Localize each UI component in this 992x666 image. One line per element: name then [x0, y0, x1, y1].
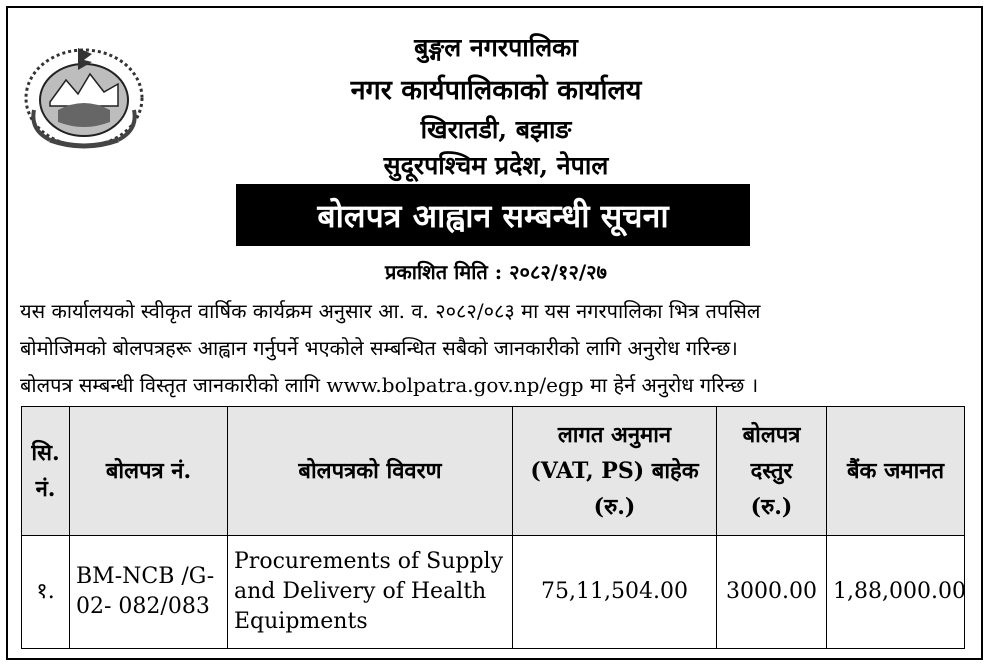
cell-bid-fee: 3000.00 [717, 536, 827, 649]
published-date: प्रकाशित मिति : २०८२/१२/२७ [385, 260, 607, 284]
header-bid-description: बोलपत्रको विवरण [228, 407, 513, 536]
tender-table [21, 406, 965, 649]
notice-line-2: बोमोजिमको बोलपत्रहरू आह्वान गर्नुपर्ने भएकोले सम्बन्धित सबैको जानकारीको लागि अनुरोध गरिन्छ। [20, 336, 738, 360]
table-row [22, 536, 965, 649]
header-cost-estimate: लागत अनुमान (VAT, PS) बाहेक (रु.) [513, 407, 717, 536]
notice-title: बोलपत्र आह्वान सम्बन्धी सूचना [317, 196, 669, 235]
office-name: नगर कार्यपालिकाको कार्यालय [350, 75, 642, 106]
office-location: खिरातडी, बझाङ [420, 115, 572, 144]
municipality-name: बुङ्गल नगरपालिका [414, 33, 578, 62]
notice-line-3: बोलपत्र सम्बन्धी विस्तृत जानकारीको लागि www.bolpatra.gov.np/egp मा हेर्न अनुरोध गरिन्छ । [20, 373, 759, 397]
table-header-row [22, 407, 965, 536]
header-bid-fee: बोलपत्र दस्तुर (रु.) [717, 407, 827, 536]
header-serial-number: सि. नं. [22, 407, 70, 536]
province-country: सुदूरपश्चिम प्रदेश, नेपाल [383, 151, 609, 180]
cell-bank-guarantee: 1,88,000.00 [827, 536, 965, 649]
header-bid-number: बोलपत्र नं. [70, 407, 228, 536]
header-bank-guarantee: बैंक जमानत [827, 407, 965, 536]
notice-line-1: यस कार्यालयको स्वीकृत वार्षिक कार्यक्रम अनुसार आ. व. २०८२/०८३ मा यस नगरपालिका भित्र तपसिल [20, 299, 761, 323]
cell-bid-description: Procurements of Supply and Delivery of Health Equipments [228, 536, 513, 649]
cell-cost-estimate: 75,11,504.00 [513, 536, 717, 649]
notice-title-banner [236, 184, 750, 246]
cell-serial-number: १. [22, 536, 70, 649]
cell-bid-number: BM-NCB /G-02- 082/083 [70, 536, 228, 649]
